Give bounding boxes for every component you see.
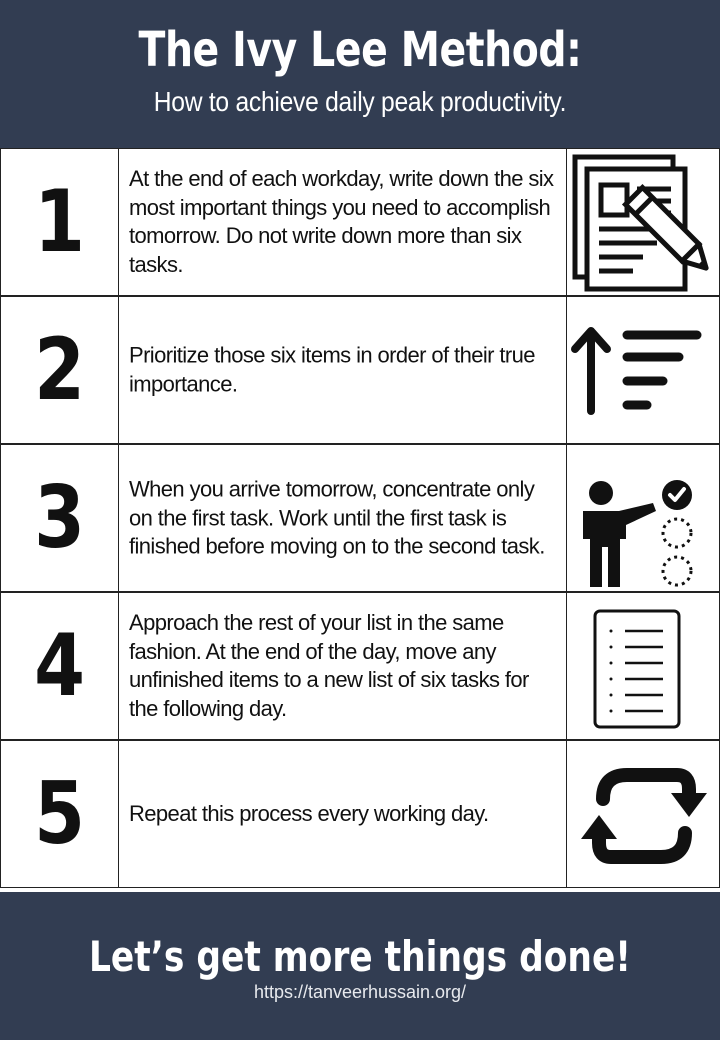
step-row-4 (0, 592, 720, 740)
step-icon-cell (566, 740, 720, 888)
step-number: 5 (34, 764, 85, 864)
step-text-cell (118, 148, 567, 296)
step-row-3 (0, 444, 720, 592)
step-text-cell (118, 592, 567, 740)
step-row-5 (0, 740, 720, 888)
step-number: 1 (34, 172, 85, 272)
document-pencil-icon (567, 149, 720, 297)
step-row-2 (0, 296, 720, 444)
step-number-cell (0, 740, 119, 888)
step-text: Prioritize those six items in order of their true importance. (129, 342, 535, 396)
step-text: At the end of each workday, write down the six most important things you need to accomplish tomorrow. Do not write down more than six tasks. (129, 166, 554, 277)
step-number-cell (0, 148, 119, 296)
step-number-cell (0, 592, 119, 740)
footer-slogan: Let’s get more things done! (88, 932, 632, 981)
footer-banner (0, 892, 720, 1040)
step-icon-cell (566, 296, 720, 444)
step-icon-cell (566, 592, 720, 740)
step-number-cell (0, 444, 119, 592)
page-subtitle: How to achieve daily peak productivity. (153, 86, 567, 117)
step-text-cell (118, 444, 567, 592)
step-text: Repeat this process every working day. (129, 800, 489, 826)
presenter-checklist-icon (567, 445, 720, 593)
step-number: 3 (34, 468, 85, 568)
step-icon-cell (566, 444, 720, 592)
step-number: 4 (34, 616, 85, 716)
footer-url: https://tanveerhussain.org/ (253, 982, 467, 1002)
step-icon-cell (566, 148, 720, 296)
step-number: 2 (34, 320, 85, 420)
step-text-cell (118, 296, 567, 444)
step-text: Approach the rest of your list in the same fashion. At the end of the day, move any unfinished items to a new list of six tasks for the following day. (129, 610, 529, 721)
sort-priority-icon (567, 297, 720, 445)
step-row-1 (0, 148, 720, 296)
header-banner (0, 0, 720, 148)
page-title: The Ivy Lee Method: (138, 22, 582, 78)
step-text-cell (118, 740, 567, 888)
step-number-cell (0, 296, 119, 444)
step-text: When you arrive tomorrow, concentrate only on the first task. Work until the first task is finished before moving on to the second task. (129, 476, 545, 559)
steps-table (0, 148, 720, 892)
list-icon (567, 593, 720, 741)
repeat-icon (567, 741, 720, 889)
